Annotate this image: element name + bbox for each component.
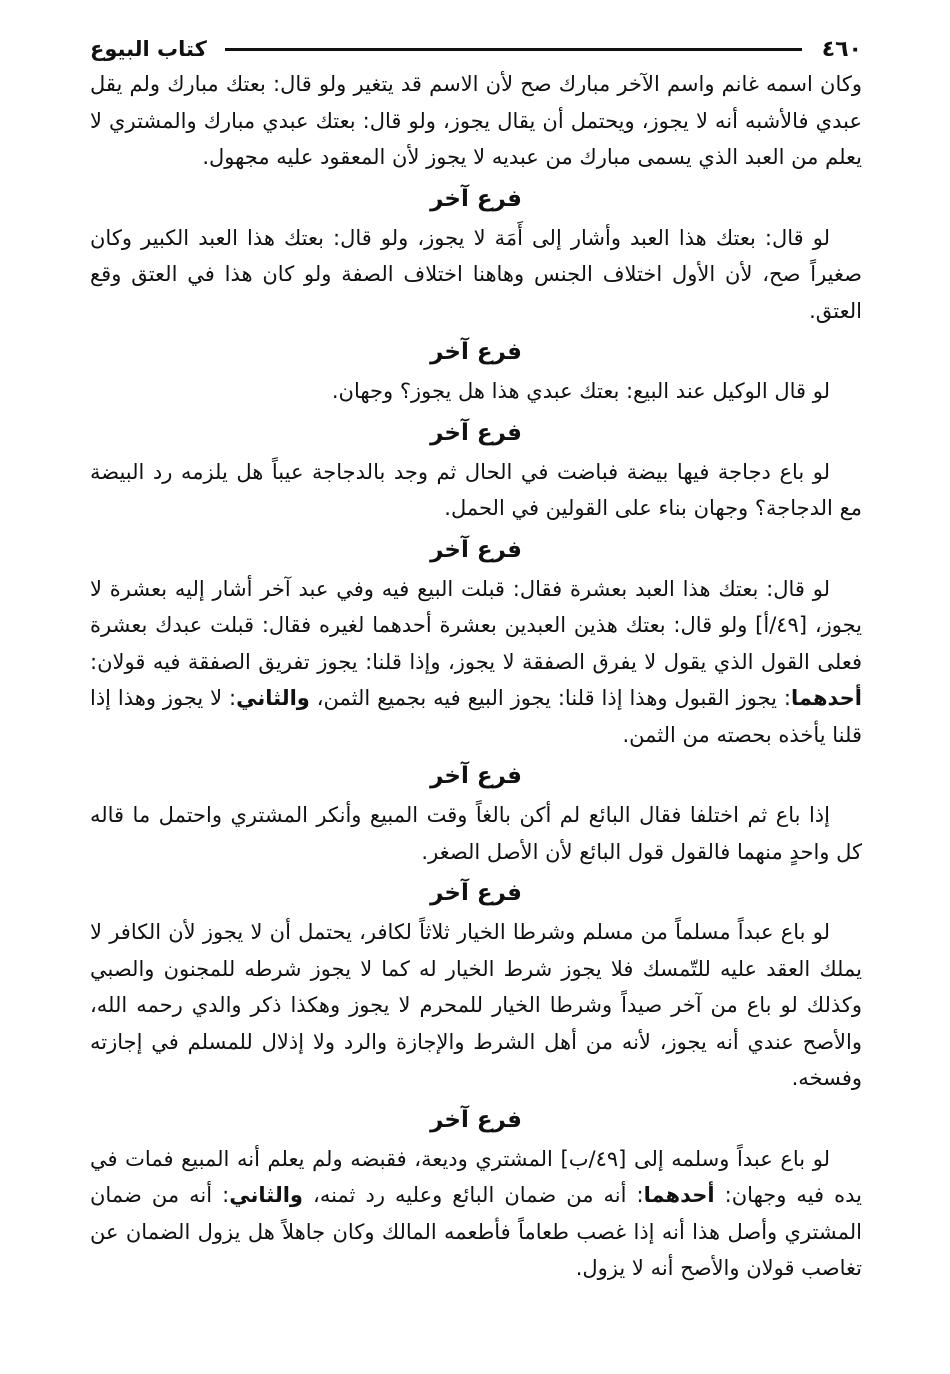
text-run: لو باع عبداً وسلمه إلى [٤٩/ب] المشتري وديعة، فقبضه ولم يعلم أنه المبيع فمات في يده فيه وجهان: [90,1146,862,1207]
paragraph [90,1141,862,1287]
paragraph: إذا باع ثم اختلفا فقال البائع لم أكن بالغاً وقت المبيع وأنكر المشتري واحتمل ما قاله كل واحدٍ منهما فالقول قول البائع لأن الأصل الصغر. [90,803,862,864]
page-number: ٤٦٠ [821,36,862,62]
text-run: : يجوز القبول وهذا إذا قلنا: يجوز البيع فيه بجميع الثمن، [316,686,791,710]
section-heading: فرع آخر [430,1106,522,1133]
paragraph [90,571,862,754]
section-heading: فرع آخر [430,536,522,563]
paragraph: وكان اسمه غانم واسم الآخر مبارك صح لأن الاسم قد يتغير ولو قال: بعتك مبارك ولم يقل عبدي فالأشبه أنه لا يجوز، ويحتمل أن يقال يجوز، ولو قال: بعتك عبدي مبارك والمشتري لا يعلم من العبد الذي يسمى مبارك من عبديه لا يجوز لأن المعقود عليه مجهول. [90,72,862,169]
section [90,1099,862,1287]
text-run: : أنه من ضمان المشتري وأصل هذا أنه إذا غصب طعاماً فأطعمه المالك وكان جاهلاً هل يزول الضمان عن تغاصب قولان والأصح أنه لا يزول. [90,1183,862,1280]
section [90,872,862,1097]
section [90,178,862,330]
section [90,331,862,410]
paragraph: لو باع عبداً مسلماً من مسلم وشرطا الخيار ثلاثاً لكافر، يحتمل أن لا يجوز لأن الكافر لا يملك العقد عليه للتّمسك فلا يجوز شرط الخيار له كما لا يجوز شرطه للمجنون والصبي وكذلك لو باع من آخر صيداً وشرطا الخيار للمحرم لا يجوز وهكذا ذكر والدي رحمه الله، والأصح عندي أنه يجوز، لأنه من أهل الشرط والإجازة والرد ولا إذلال للمسلم في إجازته وفسخه. [90,920,862,1090]
book-title: كتاب البيوع [90,37,207,61]
bold-term: أحدهما [643,1183,715,1207]
text-run: لو قال: بعتك هذا العبد بعشرة فقال: قبلت البيع فيه وفي عبد آخر أشار إليه بعشرة لا يجوز، [٤٩/أ] ولو قال: بعتك هذين العبدين بعشرة أحدهما لغيره فقال: قبلت عبدك بعشرة فعلى القول الذي يقول لا يفرق الصفقة لا يجوز، وإذا قلنا: يجوز تفريق الصفقة فيه قولان: [90,576,862,674]
text-run: : لا يجوز وهذا إذا قلنا يأخذه بحصته من الثمن. [90,686,862,747]
section-heading: فرع آخر [430,339,522,365]
bold-term: أحدهما [790,686,862,710]
paragraph: لو قال الوكيل عند البيع: بعتك عبدي هذا هل يجوز؟ وجهان. [331,379,830,403]
bold-term: والثاني [236,686,310,710]
section [90,412,862,527]
paragraph: لو قال: بعتك هذا العبد وأشار إلى أَمَة لا يجوز، ولو قال: بعتك هذا العبد الكبير وكان صغيراً صح، لأن الأول اختلاف الجنس وهاهنا اختلاف الصفة ولو كان هذا في العتق وقع العتق. [90,225,862,323]
section [90,529,862,754]
section-intro [90,66,862,176]
section-heading: فرع آخر [430,419,522,446]
text-run: : أنه من ضمان البائع وعليه رد ثمنه، [313,1183,644,1207]
section [90,755,862,870]
section-heading: فرع آخر [430,185,522,212]
header-rule [225,48,802,51]
section-heading: فرع آخر [430,880,522,906]
section-heading: فرع آخر [430,763,522,789]
paragraph: لو باع دجاجة فيها بيضة فباضت في الحال ثم وجد بالدجاجة عيباً هل يلزمه رد البيضة مع الدجاجة؟ وجهان بناء على القولين في الحمل. [90,459,862,520]
bold-term: والثاني [229,1183,303,1207]
running-header [90,32,862,66]
